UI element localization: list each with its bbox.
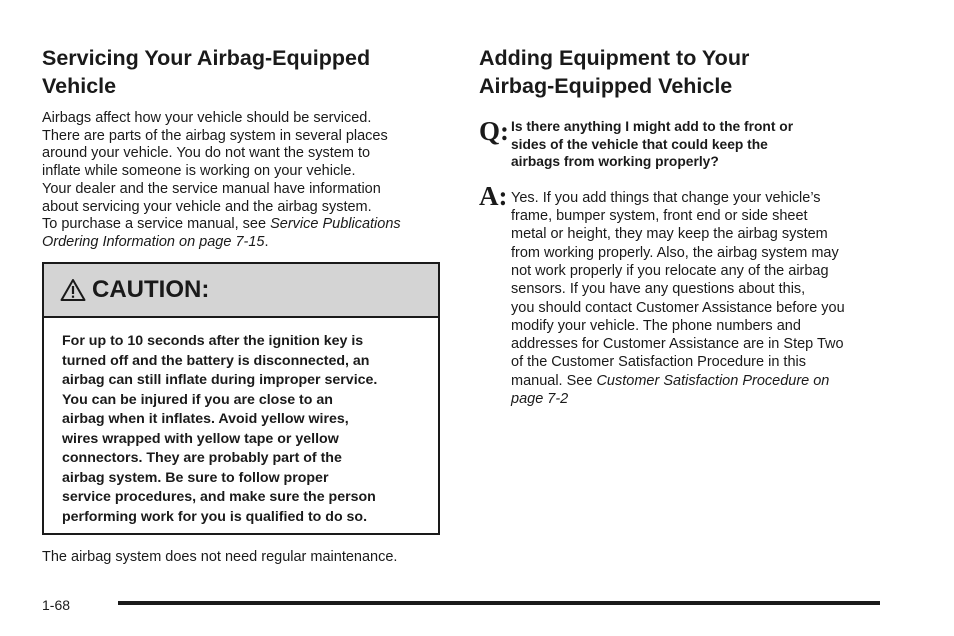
text-span: manual. See [511,372,597,389]
answer-line [511,372,845,390]
text-line: Your dealer and the service manual have information [42,180,381,197]
answer-line: metal or height, they may keep the airbag system [511,226,828,243]
heading-line: Adding Equipment to Your [479,46,750,70]
section-heading-adding-equipment [479,44,889,100]
question-line: sides of the vehicle that could keep the [511,136,768,152]
heading-line: Airbag-Equipped Vehicle [479,74,733,98]
caution-line: connectors. They are probably part of the [62,450,342,466]
answer-line: from working properly. Also, the airbag system may [511,244,839,261]
caution-line: airbag when it inflates. Avoid yellow wires, [62,411,349,427]
maintenance-note: The airbag system does not need regular maintenance. [42,549,398,565]
answer-line: of the Customer Satisfaction Procedure in this [511,354,806,371]
answer-line: addresses for Customer Assistance are in Step Two [511,336,844,353]
manual-reference-link[interactable]: Service Publications [270,216,401,233]
answer-line: modify your vehicle. The phone numbers and [511,317,801,334]
text-line: Airbags affect how your vehicle should be serviced. [42,110,372,126]
manual-reference-link[interactable]: page 7-2 [511,391,569,408]
manual-reference-link[interactable]: Customer Satisfaction Procedure on [596,372,830,389]
text-line [42,216,447,234]
text-line [42,234,447,252]
question-block [479,118,889,171]
text-line: There are parts of the airbag system in several places [42,127,388,144]
footer-divider [118,601,880,605]
right-column [479,44,889,408]
caution-line: service procedures, and make sure the person [62,489,376,505]
left-column [42,44,447,252]
answer-line: sensors. If you have any questions about this, [511,281,806,298]
servicing-paragraph [42,110,447,252]
text-span: . [264,233,269,250]
answer-line [511,390,845,408]
caution-line: wires wrapped with yellow tape or yellow [62,430,339,447]
answer-block [479,180,889,409]
question-text [511,118,793,171]
manual-reference-link[interactable]: Ordering Information on page 7-15 [42,233,265,250]
caution-box [42,262,440,535]
text-span: To purchase a service manual, see [42,216,271,233]
question-marker: Q: [479,116,509,146]
caution-text [44,318,438,527]
answer-text [511,183,845,409]
caution-line: You can be injured if you are close to an [62,391,333,408]
page-number: 1-68 [42,597,71,613]
caution-line: turned off and the battery is disconnected, an [62,352,370,369]
section-heading-servicing [42,44,447,100]
text-line: about servicing your vehicle and the airbag system. [42,198,372,215]
caution-line: airbag can still inflate during improper service. [62,372,378,388]
caution-line: For up to 10 seconds after the ignition key is [62,333,364,349]
caution-title: CAUTION: [92,276,210,303]
caution-line: airbag system. Be sure to follow proper [62,469,329,486]
question-line: airbags from working properly? [511,154,719,170]
answer-line: Yes. If you add things that change your vehicle’s [511,189,821,206]
text-line: around your vehicle. You do not want the system to [42,145,371,162]
caution-header [44,264,438,318]
heading-line: Vehicle [42,74,117,98]
answer-marker: A: [479,180,508,211]
answer-line: you should contact Customer Assistance before you [511,299,845,316]
answer-line: not work properly if you relocate any of the airbag [511,262,829,279]
text-line: inflate while someone is working on your vehicle. [42,163,356,180]
heading-line: Servicing Your Airbag-Equipped [42,46,371,70]
caution-line: performing work for you is qualified to do so. [62,508,368,525]
warning-triangle-icon [60,278,86,302]
answer-line: frame, bumper system, front end or side sheet [511,208,808,225]
question-line: Is there anything I might add to the front or [511,119,794,134]
